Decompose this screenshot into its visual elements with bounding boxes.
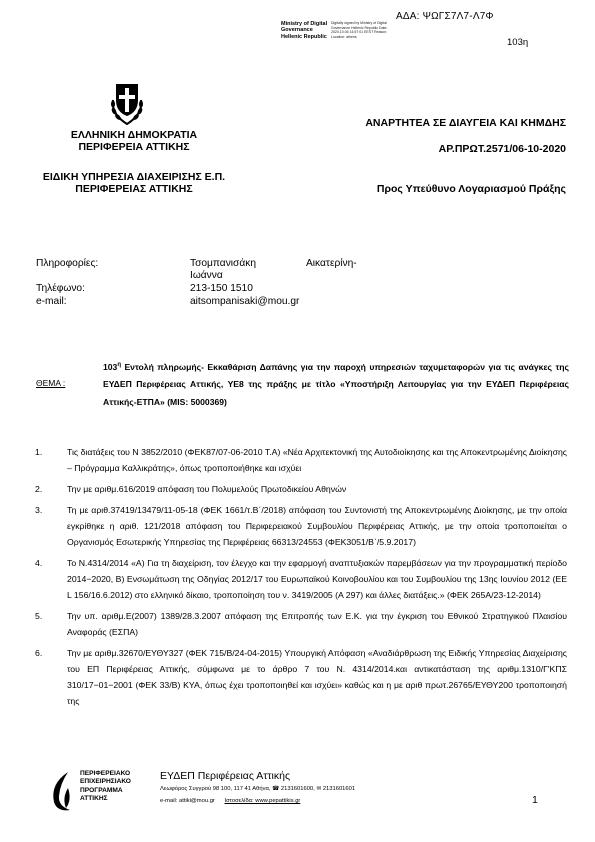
info-name: Αικατερίνη- — [306, 258, 357, 269]
page-number: 1 — [532, 794, 538, 806]
phone-value: 213-150 1510 — [190, 283, 253, 294]
list-item — [35, 555, 567, 604]
item-text: Την υπ. αριθμ.Ε(2007) 1389/28.3.2007 απόφαση της Επιτροπής των Ε.Κ. για την έγκριση του Εθνικού Στρατηγικού Πλαισίου Αναφοράς (ΕΣΠΑ) — [67, 610, 567, 638]
info-label: Πληροφορίες: — [36, 258, 99, 269]
item-text: Το Ν.4314/2014 «Α) Για τη διαχείριση, τον έλεγχο και την εφαρμογή αναπτυξιακών παρεμβάσεων για την προγραμματική περίοδο 2014−2020, Β) Ενσωμάτωση της Οδηγίας 2012/17 του Ευρωπαϊκού Κοινοβουλίου και του Συμβουλίου της 13ης Ιουνίου 2012 (ΕΕ L 156/16.6.2012) στο ελληνικό δίκαιο, τροποποίηση του ν. 3419/2005 (Α 297) και άλλες διατάξεις.» (ΦΕΚ 265Α/23-12-2014) — [67, 557, 567, 601]
item-number: 4. — [35, 557, 43, 568]
gov-stamp — [281, 21, 327, 40]
attica-logo-icon — [48, 770, 76, 814]
phone-label: Τηλέφωνο: — [36, 283, 85, 294]
item-text: Την με αριθμ.616/2019 απόφαση του Πολυμελούς Πρωτοδικείου Αθηνών — [67, 483, 347, 494]
gov-stamp-detail: Digitally signed by Ministry of Digital Governance Hellenic Republic Date: 2020.10.06 14:57:01 EEST Reason: Location: athens — [331, 21, 388, 39]
subject-number: 103 — [103, 361, 118, 372]
item-text: Τις διατάξεις του Ν 3852/2010 (ΦΕΚ87/07-06-2010 Τ.Α) «Νέα Αρχιτεκτονική της Αυτοδιοίκησης και της Αποκεντρωμένης Διοίκησης – Πρόγραμμα Καλλικράτης», όπως τροποποιήθηκε και ισχύει — [67, 447, 567, 474]
subject-sup: η — [117, 362, 122, 368]
header-republic: ΕΛΛΗΝΙΚΗ ΔΗΜΟΚΡΑΤΙΑ — [70, 129, 198, 141]
footer-title: ΕΥΔΕΠ Περιφέρειας Αττικής — [160, 770, 291, 782]
list-item — [35, 645, 567, 710]
stamp-line: Governance — [281, 27, 313, 34]
item-number: 1. — [35, 447, 43, 457]
stamp-line: Ministry of Digital — [281, 21, 328, 27]
footer-contact — [160, 798, 300, 804]
list-item — [35, 608, 567, 640]
subject-label: ΘΕΜΑ : — [36, 378, 66, 388]
header-service: ΕΙΔΙΚΗ ΥΠΗΡΕΣΙΑ ΔΙΑΧΕΙΡΙΣΗΣ Ε.Π. — [42, 171, 226, 183]
footer-website-link[interactable]: Ιστοσελίδα: www.pepattikis.gr — [224, 798, 301, 804]
page-code: 103η — [507, 37, 529, 48]
email-label: e-mail: — [36, 296, 67, 307]
list-item — [35, 444, 567, 476]
item-text: Την με αριθμ.32670/ΕΥΘΥ327 (ΦΕΚ 715/Β/24-04-2015) Υπουργική Απόφαση «Αναδιάρθρωση της Ειδικής Υπηρεσίας Διαχείρισης του ΕΠ Περιφέρειας Αττικής, σύμφωνα με το άρθρο 7 του Ν. 4314/2014.και αντικατάσταση της αριθμ.1310/Γ'ΚΠΣ 310/17−01−2001 (ΦΕΚ 33/Β) ΚΥΑ, όπως έχει τροποποιηθεί και ισχύει» καθώς και η με αριθ πρωτ.26765/ΕΥΘΥ200 τροποποιησή της — [67, 647, 567, 707]
protocol-number: ΑΡ.ΠΡΩΤ.2571/06-10-2020 — [438, 143, 566, 155]
subject-body: Εντολή πληρωμής- Εκκαθάριση Δαπάνης για την παροχή υπηρεσιών ταχυμεταφορών για τις ανάγκες της ΕΥΔΕΠ Περιφέρειας Αττικής, ΥΕ8 της πράξης με τίτλο «Υποστήριξη Λειτουργίας για την ΕΥΔΕΠ Περιφέρειας Αττικής-ΕΤΠΑ» (MIS: 5000369) — [103, 361, 569, 407]
email-value: aitsompanisaki@mou.gr — [190, 296, 300, 307]
subject-text — [103, 357, 569, 411]
ada-code: ΑΔΑ: ΨΩΓΣ7Λ7-Λ7Φ — [396, 11, 494, 22]
item-number: 2. — [35, 483, 43, 494]
item-number: 3. — [35, 504, 43, 515]
footer-address: Λεωφόρος Συγγρού 98 100, 117 41 Αθήνα, ☎ 2131601600, ✉ 2131601601 — [160, 786, 356, 792]
info-name: Τσομπανισάκη — [190, 258, 256, 269]
logo-text: ΠΡΟΓΡΑΜΜΑ — [80, 786, 123, 794]
logo-text: ΑΤΤΙΚΗΣ — [80, 795, 108, 803]
header-region: ΠΕΡΙΦΕΡΕΙΑ ΑΤΤΙΚΗΣ — [78, 141, 190, 153]
header-service-region: ΠΕΡΙΦΕΡΕΙΑΣ ΑΤΤΙΚΗΣ — [75, 183, 193, 195]
logo-text: ΕΠΙΧΕΙΡΗΣΙΑΚΟ — [80, 778, 131, 786]
item-text: Τη με αριθ.37419/13479/11-05-18 (ΦΕΚ 1661/τ.Β΄/2018) απόφαση του Συντονιστή της Αποκεντρωμένης Διοίκησης, με την οποία εγκρίθηκε η αριθ. 121/2018 απόφαση του Περιφερειακού Συμβουλίου Περιφέρειας Αττικής, με την οποία τροποποιείται ο Οργανισμός Εσωτερικής Υπηρεσίας της Περιφέρειας 66313/24553 (ΦΕΚ3051/Β΄/5.9.2017) — [67, 504, 567, 548]
pep-attikis-logo — [48, 770, 131, 814]
footer-email[interactable]: e-mail: attiki@mou.gr — [160, 798, 215, 804]
stamp-line: Hellenic Republic — [281, 33, 327, 40]
item-number: 5. — [35, 610, 43, 621]
logo-text: ΠΕΡΙΦΕΡΕΙΑΚΟ — [80, 770, 131, 777]
list-item — [35, 502, 567, 551]
item-number: 6. — [35, 647, 43, 658]
considerations-list — [35, 444, 567, 714]
greek-emblem-icon — [107, 80, 147, 130]
publish-note: ΑΝΑΡΤΗΤΕΑ ΣΕ ΔΙΑΥΓΕΙΑ ΚΑΙ ΚΗΜΔΗΣ — [365, 117, 566, 129]
recipient: Προς Υπεύθυνο Λογαριασμού Πράξης — [376, 183, 566, 195]
info-name: Ιωάννα — [190, 270, 223, 281]
list-item — [35, 481, 567, 497]
